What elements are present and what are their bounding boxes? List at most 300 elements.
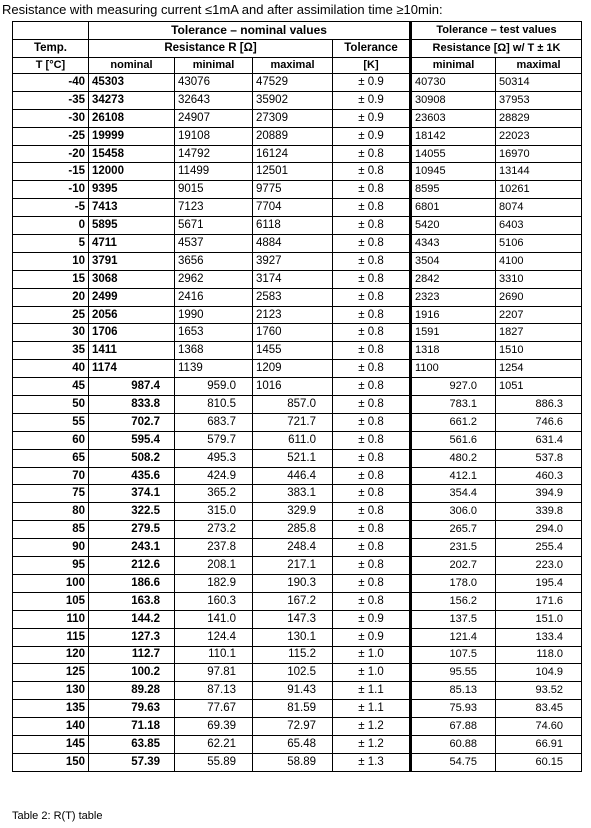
- tolerance-cell: ± 0.8: [333, 431, 411, 449]
- maximal-cell: 7704: [253, 199, 333, 217]
- test-maximal-cell: 460.3: [496, 467, 582, 485]
- tolerance-cell: ± 0.8: [333, 306, 411, 324]
- minimal-cell: 62.21: [175, 735, 253, 753]
- nominal-cell: 3791: [89, 252, 175, 270]
- nominal-cell: 1706: [89, 324, 175, 342]
- nominal-cell: 71.18: [89, 718, 175, 736]
- temp-cell: 90: [13, 539, 89, 557]
- temp-unit-header: T [°C]: [13, 58, 89, 74]
- test-minimal-cell: 354.4: [411, 485, 496, 503]
- test-minimal-cell: 561.6: [411, 431, 496, 449]
- nominal-cell: 3068: [89, 270, 175, 288]
- tolerance-cell: ± 1.0: [333, 664, 411, 682]
- maximal-cell: 27309: [253, 109, 333, 127]
- test-minimal-cell: 8595: [411, 181, 496, 199]
- tolerance-cell: ± 0.8: [333, 378, 411, 396]
- minimal-cell: 32643: [175, 91, 253, 109]
- table-row: [13, 163, 582, 181]
- test-minimal-cell: 137.5: [411, 610, 496, 628]
- temp-cell: 145: [13, 735, 89, 753]
- tolerance-cell: ± 0.8: [333, 342, 411, 360]
- temp-cell: 95: [13, 557, 89, 575]
- test-maximal-cell: 394.9: [496, 485, 582, 503]
- maximal-cell: 3174: [253, 270, 333, 288]
- test-maximal-cell: 294.0: [496, 521, 582, 539]
- temp-cell: 5: [13, 235, 89, 253]
- table-row: [13, 360, 582, 378]
- minimal-cell: 683.7: [175, 413, 253, 431]
- temp-cell: 0: [13, 217, 89, 235]
- table-caption: Table 2: R(T) table: [12, 810, 103, 822]
- temp-cell: -10: [13, 181, 89, 199]
- test-maximal-cell: 8074: [496, 199, 582, 217]
- minimal-cell: 959.0: [175, 378, 253, 396]
- maximal-cell: 2583: [253, 288, 333, 306]
- test-maximal-cell: 5106: [496, 235, 582, 253]
- test-maximal-cell: 118.0: [496, 646, 582, 664]
- maximal-cell: 1760: [253, 324, 333, 342]
- test-maximal-cell: 6403: [496, 217, 582, 235]
- maximal-cell: 857.0: [253, 396, 333, 414]
- tolerance-cell: ± 1.2: [333, 718, 411, 736]
- minimal-cell: 19108: [175, 127, 253, 145]
- nominal-cell: 1411: [89, 342, 175, 360]
- table-row: [13, 91, 582, 109]
- maximal-cell: 190.3: [253, 574, 333, 592]
- minimal-cell: 273.2: [175, 521, 253, 539]
- temp-cell: 20: [13, 288, 89, 306]
- test-minimal-cell: 30908: [411, 91, 496, 109]
- test-minimal-cell: 1591: [411, 324, 496, 342]
- table-row: [13, 557, 582, 575]
- temp-cell: -20: [13, 145, 89, 163]
- nominal-cell: 163.8: [89, 592, 175, 610]
- minimal-cell: 5671: [175, 217, 253, 235]
- temp-cell: 75: [13, 485, 89, 503]
- test-maximal-cell: 83.45: [496, 700, 582, 718]
- maximal-cell: 16124: [253, 145, 333, 163]
- test-minimal-cell: 265.7: [411, 521, 496, 539]
- test-minimal-cell: 412.1: [411, 467, 496, 485]
- nominal-cell: 26108: [89, 109, 175, 127]
- minimal-cell: 87.13: [175, 682, 253, 700]
- test-minimal-cell: 3504: [411, 252, 496, 270]
- table-row: [13, 682, 582, 700]
- table-row: [13, 646, 582, 664]
- maximal-cell: 102.5: [253, 664, 333, 682]
- minimal-cell: 810.5: [175, 396, 253, 414]
- temp-cell: 10: [13, 252, 89, 270]
- maximal-cell: 58.89: [253, 753, 333, 771]
- maximal-cell: 6118: [253, 217, 333, 235]
- test-maximal-cell: 93.52: [496, 682, 582, 700]
- nominal-cell: 127.3: [89, 628, 175, 646]
- tolerance-cell: ± 0.8: [333, 467, 411, 485]
- maximal-cell: 9775: [253, 181, 333, 199]
- test-minimal-cell: 927.0: [411, 378, 496, 396]
- tolerance-cell: ± 0.8: [333, 521, 411, 539]
- temp-cell: 105: [13, 592, 89, 610]
- tolerance-cell: ± 0.9: [333, 127, 411, 145]
- minimal-cell: 2416: [175, 288, 253, 306]
- test-minimal-cell: 4343: [411, 235, 496, 253]
- test-maximal-cell: 537.8: [496, 449, 582, 467]
- test-maximal-cell: 255.4: [496, 539, 582, 557]
- temp-cell: 60: [13, 431, 89, 449]
- test-minimal-cell: 23603: [411, 109, 496, 127]
- test-minimal-cell: 6801: [411, 199, 496, 217]
- nominal-cell: 15458: [89, 145, 175, 163]
- table-row: [13, 181, 582, 199]
- maximal-cell: 721.7: [253, 413, 333, 431]
- maximal-cell: 20889: [253, 127, 333, 145]
- table-row: [13, 270, 582, 288]
- nominal-cell: 144.2: [89, 610, 175, 628]
- table-row: [13, 413, 582, 431]
- table-row: [13, 503, 582, 521]
- test-minimal-cell: 40730: [411, 74, 496, 92]
- nominal-cell: 34273: [89, 91, 175, 109]
- nominal-cell: 45303: [89, 74, 175, 92]
- minimal-cell: 69.39: [175, 718, 253, 736]
- nominal-cell: 508.2: [89, 449, 175, 467]
- test-maximal-cell: 631.4: [496, 431, 582, 449]
- maximal-header: maximal: [253, 58, 333, 74]
- test-maximal-cell: 10261: [496, 181, 582, 199]
- tolerance-cell: ± 0.8: [333, 592, 411, 610]
- test-maximal-cell: 50314: [496, 74, 582, 92]
- temp-cell: 25: [13, 306, 89, 324]
- tolerance-cell: ± 0.8: [333, 503, 411, 521]
- test-minimal-cell: 121.4: [411, 628, 496, 646]
- maximal-cell: 2123: [253, 306, 333, 324]
- test-minimal-cell: 67.88: [411, 718, 496, 736]
- table-row: [13, 628, 582, 646]
- nominal-cell: 987.4: [89, 378, 175, 396]
- test-maximal-cell: 60.15: [496, 753, 582, 771]
- tolerance-cell: ± 0.8: [333, 396, 411, 414]
- table-row: [13, 74, 582, 92]
- table-row: [13, 700, 582, 718]
- temp-header: Temp.: [13, 40, 89, 58]
- tolerance-cell: ± 0.8: [333, 324, 411, 342]
- temp-cell: 100: [13, 574, 89, 592]
- maximal-cell: 35902: [253, 91, 333, 109]
- table-row: [13, 145, 582, 163]
- minimal-cell: 77.67: [175, 700, 253, 718]
- test-maximal-cell: 1510: [496, 342, 582, 360]
- temp-cell: 110: [13, 610, 89, 628]
- tolerance-cell: ± 0.8: [333, 217, 411, 235]
- nominal-cell: 79.63: [89, 700, 175, 718]
- nominal-cell: 89.28: [89, 682, 175, 700]
- test-minimal-cell: 783.1: [411, 396, 496, 414]
- test-maximal-cell: 2207: [496, 306, 582, 324]
- minimal-cell: 97.81: [175, 664, 253, 682]
- test-minimal-cell: 75.93: [411, 700, 496, 718]
- test-maximal-cell: 3310: [496, 270, 582, 288]
- table-row: [13, 109, 582, 127]
- table-body: [13, 74, 582, 772]
- table-row: [13, 199, 582, 217]
- table-row: [13, 431, 582, 449]
- minimal-cell: 110.1: [175, 646, 253, 664]
- minimal-cell: 24907: [175, 109, 253, 127]
- minimal-cell: 160.3: [175, 592, 253, 610]
- test-maximal-cell: 104.9: [496, 664, 582, 682]
- table-row: [13, 217, 582, 235]
- test-minimal-cell: 107.5: [411, 646, 496, 664]
- table-row: [13, 539, 582, 557]
- test-maximal-cell: 74.60: [496, 718, 582, 736]
- nominal-cell: 57.39: [89, 753, 175, 771]
- rt-table: [12, 21, 582, 772]
- test-minimal-cell: 18142: [411, 127, 496, 145]
- test-maximal-cell: 746.6: [496, 413, 582, 431]
- test-maximal-cell: 171.6: [496, 592, 582, 610]
- test-maximal-cell: 133.4: [496, 628, 582, 646]
- table-row: [13, 342, 582, 360]
- maximal-cell: 4884: [253, 235, 333, 253]
- temp-cell: 85: [13, 521, 89, 539]
- table-row: [13, 610, 582, 628]
- temp-cell: 40: [13, 360, 89, 378]
- nominal-cell: 435.6: [89, 467, 175, 485]
- table-row: [13, 753, 582, 771]
- nominal-cell: 5895: [89, 217, 175, 235]
- maximal-cell: 611.0: [253, 431, 333, 449]
- nominal-cell: 1174: [89, 360, 175, 378]
- temp-cell: 50: [13, 396, 89, 414]
- table-row: [13, 592, 582, 610]
- nominal-cell: 63.85: [89, 735, 175, 753]
- nominal-cell: 100.2: [89, 664, 175, 682]
- test-minimal-cell: 14055: [411, 145, 496, 163]
- temp-cell: 45: [13, 378, 89, 396]
- maximal-cell: 72.97: [253, 718, 333, 736]
- table-row: [13, 396, 582, 414]
- maximal-cell: 383.1: [253, 485, 333, 503]
- temp-cell: 115: [13, 628, 89, 646]
- table-row: [13, 485, 582, 503]
- test-minimal-cell: 10945: [411, 163, 496, 181]
- maximal-cell: 3927: [253, 252, 333, 270]
- table-row: [13, 718, 582, 736]
- tolerance-cell: ± 0.8: [333, 288, 411, 306]
- tolerance-unit-header: [K]: [333, 58, 411, 74]
- nominal-cell: 112.7: [89, 646, 175, 664]
- nominal-cell: 374.1: [89, 485, 175, 503]
- tolerance-header: Tolerance: [333, 40, 411, 58]
- table-row: [13, 306, 582, 324]
- minimal-cell: 14792: [175, 145, 253, 163]
- temp-header-top: [13, 22, 89, 40]
- nominal-cell: 2056: [89, 306, 175, 324]
- minimal-cell: 4537: [175, 235, 253, 253]
- maximal-cell: 217.1: [253, 557, 333, 575]
- temp-cell: 30: [13, 324, 89, 342]
- temp-cell: 125: [13, 664, 89, 682]
- test-minimal-cell: 85.13: [411, 682, 496, 700]
- minimal-cell: 124.4: [175, 628, 253, 646]
- minimal-cell: 1990: [175, 306, 253, 324]
- test-maximal-cell: 37953: [496, 91, 582, 109]
- maximal-cell: 65.48: [253, 735, 333, 753]
- tolerance-cell: ± 0.8: [333, 163, 411, 181]
- table-row: [13, 235, 582, 253]
- nominal-header: nominal: [89, 58, 175, 74]
- tolerance-cell: ± 0.9: [333, 628, 411, 646]
- test-maximal-cell: 886.3: [496, 396, 582, 414]
- test-maximal-cell: 28829: [496, 109, 582, 127]
- test-minimal-cell: 231.5: [411, 539, 496, 557]
- test-minimal-cell: 1916: [411, 306, 496, 324]
- nominal-cell: 702.7: [89, 413, 175, 431]
- temp-cell: 35: [13, 342, 89, 360]
- tolerance-cell: ± 0.8: [333, 485, 411, 503]
- maximal-cell: 81.59: [253, 700, 333, 718]
- nominal-cell: 279.5: [89, 521, 175, 539]
- tolerance-cell: ± 0.9: [333, 109, 411, 127]
- tolerance-cell: ± 1.1: [333, 700, 411, 718]
- tolerance-cell: ± 0.8: [333, 270, 411, 288]
- nominal-group-header: Tolerance – nominal values: [89, 22, 411, 40]
- minimal-cell: 315.0: [175, 503, 253, 521]
- test-maximal-cell: 151.0: [496, 610, 582, 628]
- minimal-cell: 3656: [175, 252, 253, 270]
- table-row: [13, 664, 582, 682]
- minimal-cell: 55.89: [175, 753, 253, 771]
- test-minimal-cell: 54.75: [411, 753, 496, 771]
- test-minimal-cell: 2842: [411, 270, 496, 288]
- temp-cell: 55: [13, 413, 89, 431]
- minimal-cell: 43076: [175, 74, 253, 92]
- temp-cell: 130: [13, 682, 89, 700]
- tolerance-cell: ± 0.8: [333, 574, 411, 592]
- test-minimal-cell: 156.2: [411, 592, 496, 610]
- minimal-cell: 1368: [175, 342, 253, 360]
- maximal-cell: 47529: [253, 74, 333, 92]
- minimal-cell: 1653: [175, 324, 253, 342]
- test-maximal-cell: 16970: [496, 145, 582, 163]
- test-maximal-cell: 1827: [496, 324, 582, 342]
- minimal-cell: 237.8: [175, 539, 253, 557]
- test-resistance-header: Resistance [Ω] w/ T ± 1K: [411, 40, 582, 58]
- temp-cell: -5: [13, 199, 89, 217]
- tolerance-cell: ± 1.0: [333, 646, 411, 664]
- nominal-cell: 833.8: [89, 396, 175, 414]
- test-minimal-cell: 178.0: [411, 574, 496, 592]
- temp-cell: -15: [13, 163, 89, 181]
- nominal-cell: 212.6: [89, 557, 175, 575]
- tolerance-cell: ± 0.8: [333, 360, 411, 378]
- temp-cell: 65: [13, 449, 89, 467]
- temp-cell: 120: [13, 646, 89, 664]
- table-row: [13, 378, 582, 396]
- tolerance-cell: ± 0.8: [333, 181, 411, 199]
- test-minimal-cell: 202.7: [411, 557, 496, 575]
- maximal-cell: 248.4: [253, 539, 333, 557]
- minimal-cell: 141.0: [175, 610, 253, 628]
- nominal-cell: 2499: [89, 288, 175, 306]
- minimal-cell: 182.9: [175, 574, 253, 592]
- test-maximal-cell: 223.0: [496, 557, 582, 575]
- tolerance-cell: ± 1.3: [333, 753, 411, 771]
- tolerance-cell: ± 0.8: [333, 252, 411, 270]
- nominal-cell: 322.5: [89, 503, 175, 521]
- temp-cell: -30: [13, 109, 89, 127]
- tolerance-cell: ± 0.8: [333, 557, 411, 575]
- maximal-cell: 329.9: [253, 503, 333, 521]
- maximal-cell: 147.3: [253, 610, 333, 628]
- test-minimal-cell: 306.0: [411, 503, 496, 521]
- temp-cell: -25: [13, 127, 89, 145]
- minimal-header: minimal: [175, 58, 253, 74]
- tolerance-cell: ± 0.8: [333, 145, 411, 163]
- maximal-cell: 285.8: [253, 521, 333, 539]
- tolerance-cell: ± 0.9: [333, 74, 411, 92]
- temp-cell: 135: [13, 700, 89, 718]
- table-row: [13, 735, 582, 753]
- table-row: [13, 467, 582, 485]
- nominal-cell: 243.1: [89, 539, 175, 557]
- maximal-cell: 12501: [253, 163, 333, 181]
- test-minimal-cell: 2323: [411, 288, 496, 306]
- maximal-cell: 115.2: [253, 646, 333, 664]
- test-minimal-cell: 95.55: [411, 664, 496, 682]
- table-row: [13, 449, 582, 467]
- table-row: [13, 288, 582, 306]
- test-minimal-cell: 1318: [411, 342, 496, 360]
- test-minimal-cell: 5420: [411, 217, 496, 235]
- maximal-cell: 1209: [253, 360, 333, 378]
- minimal-cell: 2962: [175, 270, 253, 288]
- maximal-cell: 91.43: [253, 682, 333, 700]
- maximal-cell: 130.1: [253, 628, 333, 646]
- maximal-cell: 167.2: [253, 592, 333, 610]
- tolerance-cell: ± 0.8: [333, 539, 411, 557]
- test-minimal-cell: 60.88: [411, 735, 496, 753]
- tolerance-cell: ± 1.2: [333, 735, 411, 753]
- tolerance-cell: ± 0.8: [333, 235, 411, 253]
- tolerance-cell: ± 1.1: [333, 682, 411, 700]
- minimal-cell: 579.7: [175, 431, 253, 449]
- table-row: [13, 324, 582, 342]
- tolerance-cell: ± 0.8: [333, 199, 411, 217]
- tolerance-cell: ± 0.9: [333, 610, 411, 628]
- maximal-cell: 1016: [253, 378, 333, 396]
- temp-cell: -40: [13, 74, 89, 92]
- table-heading: Resistance with measuring current ≤1mA and after assimilation time ≥10min:: [2, 2, 443, 17]
- table-row: [13, 521, 582, 539]
- minimal-cell: 495.3: [175, 449, 253, 467]
- table-row: [13, 574, 582, 592]
- temp-cell: 80: [13, 503, 89, 521]
- maximal-cell: 521.1: [253, 449, 333, 467]
- test-group-header: Tolerance – test values: [411, 22, 582, 40]
- test-maximal-header: maximal: [496, 58, 582, 74]
- temp-cell: -35: [13, 91, 89, 109]
- temp-cell: 15: [13, 270, 89, 288]
- nominal-cell: 4711: [89, 235, 175, 253]
- nominal-cell: 7413: [89, 199, 175, 217]
- minimal-cell: 424.9: [175, 467, 253, 485]
- test-maximal-cell: 22023: [496, 127, 582, 145]
- maximal-cell: 446.4: [253, 467, 333, 485]
- nominal-cell: 19999: [89, 127, 175, 145]
- nominal-cell: 9395: [89, 181, 175, 199]
- test-minimal-header: minimal: [411, 58, 496, 74]
